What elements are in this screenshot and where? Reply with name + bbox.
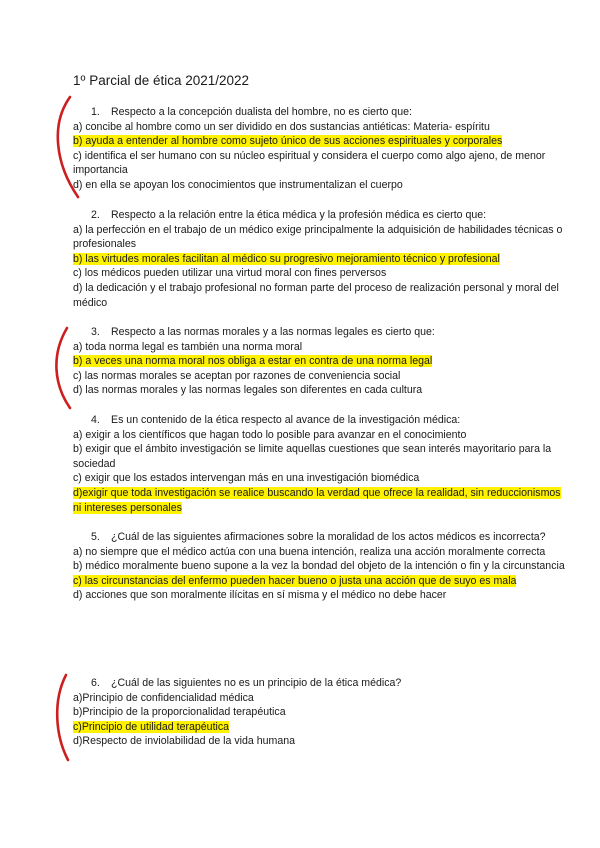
question-2-option-d: d) la dedicación y el trabajo profesional no forman parte del proceso de realización personal y moral del médico [73,281,559,309]
question-2-option-a: a) la perfección en el trabajo de un médico exige principalmente la adquisición de habilidades técnicas o profesionales [73,223,563,251]
red-bracket-mark-3 [57,675,68,760]
question-6-number: 6. [91,677,100,689]
question-6 [73,676,570,749]
question-4-header [73,413,570,428]
question-2-option-c: c) los médicos pueden utilizar una virtud moral con fines perversos [73,267,387,280]
question-5-option-b: b) médico moralmente bueno supone a la vez la bondad del objeto de la intención o fin y la circunstancia [73,560,565,573]
question-6-header [73,676,570,691]
question-3-option-c: c) las normas morales se aceptan por razones de conveniencia social [73,369,401,382]
question-3-text: Respecto a las normas morales y a las normas legales es cierto que: [111,326,435,338]
question-1-text: Respecto a la concepción dualista del hombre, no es cierto que: [111,106,412,118]
question-1-option-a: a) concibe al hombre como un ser dividido en dos sustancias antiéticas: Materia- espíritu [73,120,490,133]
question-4-text: Es un contenido de la ética respecto al avance de la investigación médica: [111,414,461,426]
question-3 [73,325,570,398]
question-1 [73,105,570,193]
question-5-number: 5. [91,531,100,543]
question-5 [73,530,570,603]
question-5-option-c-highlighted: c) las circunstancias del enfermo pueden hacer bueno o justa una acción que de suyo es mala [73,574,517,587]
question-1-option-c: c) identifica el ser humano con su núcleo espiritual y considera el cuerpo como algo ajeno, de menor importancia [73,149,546,177]
question-5-option-a: a) no siempre que el médico actúa con una buena intención, realiza una acción moralmente correcta [73,545,546,558]
question-2-text: Respecto a la relación entre la ética médica y la profesión médica es cierto que: [111,209,487,221]
question-3-option-b-highlighted: b) a veces una norma moral nos obliga a estar en contra de una norma legal [73,355,433,368]
red-bracket-mark-2 [56,328,70,408]
question-5-text: ¿Cuál de las siguientes afirmaciones sobre la moralidad de los actos médicos es incorrecta? [111,531,546,543]
question-2 [73,208,570,310]
question-6-option-c-highlighted: c)Principio de utilidad terapéutica [73,720,230,733]
question-4-number: 4. [91,414,100,426]
question-4-option-a: a) exigir a los científicos que hagan todo lo posible para avanzar en el conocimiento [73,428,467,441]
question-1-option-d: d) en ella se apoyan los conocimientos que instrumentalizan el cuerpo [73,178,403,191]
question-5-option-d: d) acciones que son moralmente ilícitas en sí misma y el médico no debe hacer [73,589,447,602]
question-3-option-d: d) las normas morales y las normas legales son diferentes en cada cultura [73,384,423,397]
question-1-option-b-highlighted: b) ayuda a entender al hombre como sujeto único de sus acciones espirituales y corporales [73,135,503,148]
question-3-option-a: a) toda norma legal es también una norma moral [73,340,303,353]
question-4-option-d-highlighted: d)exigir que toda investigación se realice buscando la verdad que ofrece la realidad, sin reduccionismos ni intereses personales [73,486,561,514]
question-1-header [73,105,570,120]
question-2-header [73,208,570,223]
question-6-option-d: d)Respecto de inviolabilidad de la vida humana [73,735,296,748]
question-5-header [73,530,570,545]
question-6-option-a: a)Principio de confidencialidad médica [73,691,254,704]
question-3-header [73,325,570,340]
question-4-option-c: c) exigir que los estados intervengan más en una investigación biomédica [73,472,420,485]
question-4-option-b: b) exigir que el ámbito investigación se limite aquellas cuestiones que sean interés mayoritario para la sociedad [73,443,552,470]
question-2-number: 2. [91,209,100,221]
question-6-option-b: b)Principio de la proporcionalidad terapéutica [73,706,286,719]
question-3-number: 3. [91,326,100,338]
document-title: 1º Parcial de ética 2021/2022 [73,73,250,88]
question-1-number: 1. [91,106,100,118]
question-2-option-b-highlighted: b) las virtudes morales facilitan al médico su progresivo mejoramiento técnico y profesional [73,252,500,265]
question-4 [73,413,570,515]
question-6-text: ¿Cuál de las siguientes no es un principio de la ética médica? [111,677,402,689]
